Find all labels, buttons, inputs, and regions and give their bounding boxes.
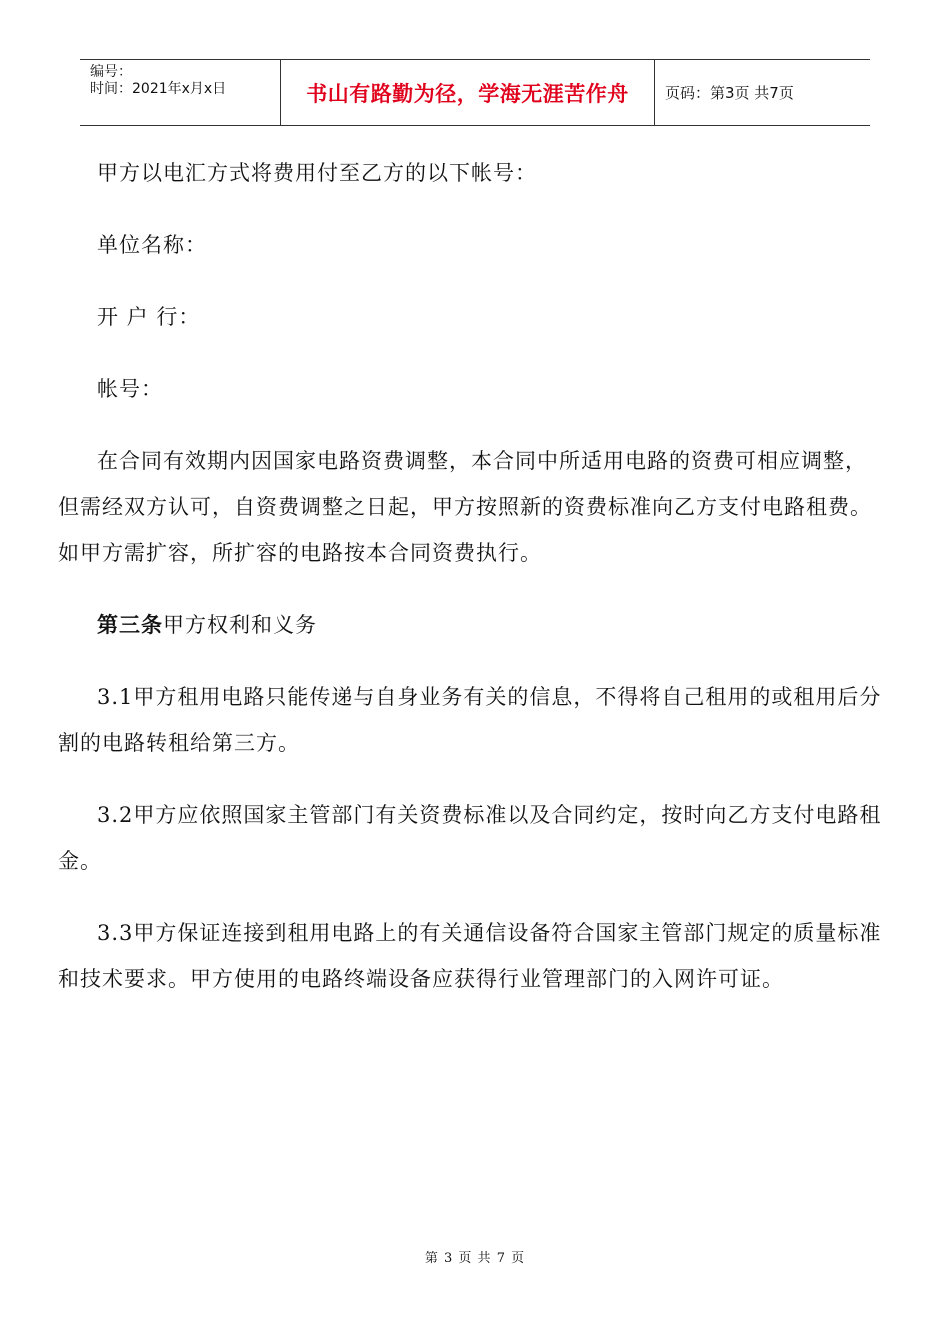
paragraph-payment-method: 甲方以电汇方式将费用付至乙方的以下帐号： xyxy=(97,161,537,185)
paragraph-account: 帐号： xyxy=(97,377,163,401)
paragraph-bank: 开 户 行： xyxy=(97,305,201,329)
header-page-info: 页码：第3页 共7页 xyxy=(665,84,794,102)
page-header xyxy=(80,59,870,126)
clause-3-3: 3.3甲方保证连接到租用电路上的有关通信设备符合国家主管部门规定的质量标准和技术要求。甲方使用的电路终端设备应获得行业管理部门的入网许可证。 xyxy=(58,921,882,991)
header-meta xyxy=(80,60,281,125)
doc-number-label: 编号： xyxy=(90,64,132,80)
section-number: 第三条 xyxy=(97,613,163,637)
header-motto: 书山有路勤为径，学海无涯苦作舟 xyxy=(281,60,655,125)
section-heading: 甲方权利和义务 xyxy=(163,613,317,637)
paragraph-fee-adjustment: 在合同有效期内因国家电路资费调整，本合同中所适用电路的资费可相应调整，但需经双方认可，自资费调整之日起，甲方按照新的资费标准向乙方支付电路租费。如甲方需扩容，所扩容的电路按本合同资费执行。 xyxy=(58,449,872,565)
clause-3-1: 3.1甲方租用电路只能传递与自身业务有关的信息，不得将自己租用的或租用后分割的电路转租给第三方。 xyxy=(58,685,882,755)
section-title xyxy=(58,602,888,648)
doc-time-label: 时间：2021年x月x日 xyxy=(90,81,227,97)
page-footer: 第 3 页 共 7 页 xyxy=(424,1251,526,1266)
clause-3-2: 3.2甲方应依照国家主管部门有关资费标准以及合同约定，按时向乙方支付电路租金。 xyxy=(58,803,882,873)
document-body xyxy=(58,150,888,1028)
paragraph-unit-name: 单位名称： xyxy=(97,233,207,257)
